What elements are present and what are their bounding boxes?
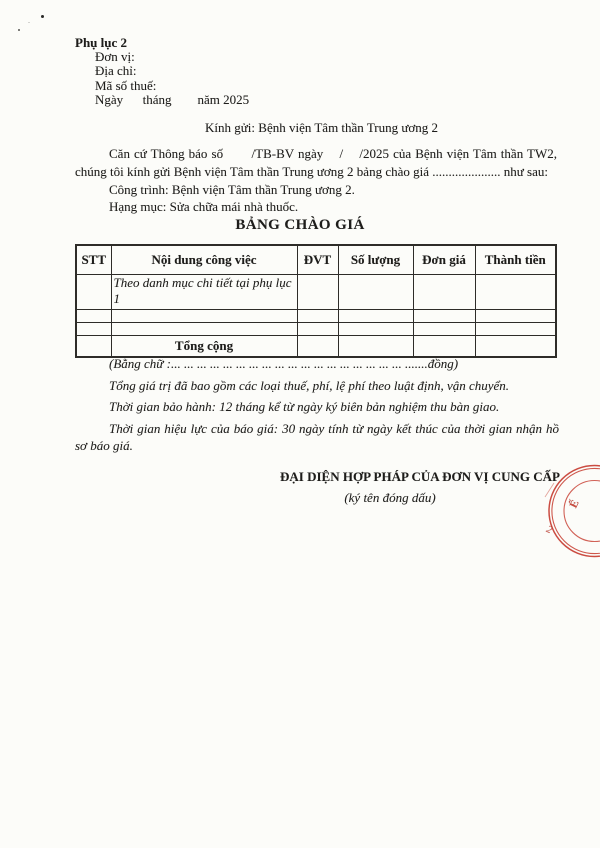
quote-table: [75, 244, 557, 358]
cell-content: Theo danh mục chi tiết tại phụ lục 1: [111, 275, 297, 310]
amount-in-words-line: (Bằng chữ :... ... ... ... ... ... ... ... ... ... ... ... ... ... ... ... ... ... .......đồng): [109, 356, 459, 371]
total-label-cell: Tổng cộng: [111, 336, 297, 358]
cell-unit: [297, 275, 338, 310]
cell-quantity: [338, 323, 413, 336]
cell-unit: [297, 336, 338, 358]
col-header-amount: Thành tiền: [475, 245, 556, 275]
cell-stt: [76, 310, 111, 323]
cell-unit-price: [413, 275, 475, 310]
table-row: [76, 323, 556, 336]
body-text: [75, 145, 557, 216]
cell-amount: [475, 323, 556, 336]
scan-artifact-dot: [28, 22, 30, 23]
validity-line: Thời gian hiệu lực của báo giá: 30 ngày tính từ ngày kết thúc của thời gian nhận hồ sơ báo giá.: [75, 420, 559, 453]
table-total-row: [76, 336, 556, 358]
cell-amount: [475, 336, 556, 358]
tax-code-line: Mã số thuế:: [95, 77, 157, 93]
cell-quantity: [338, 275, 413, 310]
table-header-row: [76, 245, 556, 275]
cell-unit-price: [413, 310, 475, 323]
cell-stt: [76, 323, 111, 336]
date-line: Ngày tháng năm 2025: [95, 91, 250, 107]
notes-block: [75, 355, 559, 459]
cell-unit: [297, 323, 338, 336]
signature-title: ĐẠI DIỆN HỢP PHÁP CỦA ĐƠN VỊ CUNG CẤP: [280, 469, 560, 484]
col-header-unit: ĐVT: [297, 245, 338, 275]
col-header-content: Nội dung công việc: [111, 245, 297, 275]
col-header-stt: STT: [76, 245, 111, 275]
cell-amount: [475, 275, 556, 310]
project-line: Công trình: Bệnh viện Tâm thần Trung ương 2.: [109, 181, 355, 197]
stamp-number-text: 2: [544, 524, 554, 537]
unit-line: Đơn vị:: [95, 49, 135, 65]
address-line: Địa chỉ:: [95, 63, 137, 79]
document-header: [75, 36, 249, 107]
warranty-line: Thời gian bảo hành: 12 tháng kể từ ngày ký biên bản nghiệm thu bàn giao.: [109, 399, 500, 414]
table-row: [76, 275, 556, 310]
signature-subtitle: (ký tên đóng dấu): [344, 490, 436, 505]
category-line: Hạng mục: Sửa chữa mái nhà thuốc.: [109, 199, 299, 215]
table-row: [76, 310, 556, 323]
quote-table-title: BẢNG CHÀO GIÁ: [235, 217, 365, 233]
cell-quantity: [338, 310, 413, 323]
cell-unit: [297, 310, 338, 323]
signature-block: [280, 469, 560, 506]
cell-amount: [475, 310, 556, 323]
scan-artifact-dot: [41, 15, 44, 18]
cell-content: [111, 310, 297, 323]
col-header-unit-price: Đơn giá: [413, 245, 475, 275]
cell-stt: [76, 336, 111, 358]
cell-unit-price: [413, 323, 475, 336]
cell-stt: [76, 275, 111, 310]
scan-artifact-dot: [18, 29, 20, 31]
cell-unit-price: [413, 336, 475, 358]
appendix-label: Phụ lục 2: [75, 35, 128, 50]
cell-quantity: [338, 336, 413, 358]
cell-content: [111, 323, 297, 336]
salutation-line: Kính gửi: Bệnh viện Tâm thần Trung ương 2: [205, 120, 439, 135]
official-stamp: [538, 450, 600, 578]
col-header-quantity: Số lượng: [338, 245, 413, 275]
stamp-ring-text: Ế: [567, 498, 582, 511]
intro-paragraph: Căn cứ Thông báo số /TB-BV ngày / /2025 của Bệnh viện Tâm thần TW2, chúng tôi kính gửi Bệnh viện Tâm thần Trung ương 2 bảng chào giá ..................... như sau:: [75, 146, 557, 179]
tax-note-line: Tổng giá trị đã bao gồm các loại thuế, phí, lệ phí theo luật định, vận chuyển.: [109, 377, 510, 393]
